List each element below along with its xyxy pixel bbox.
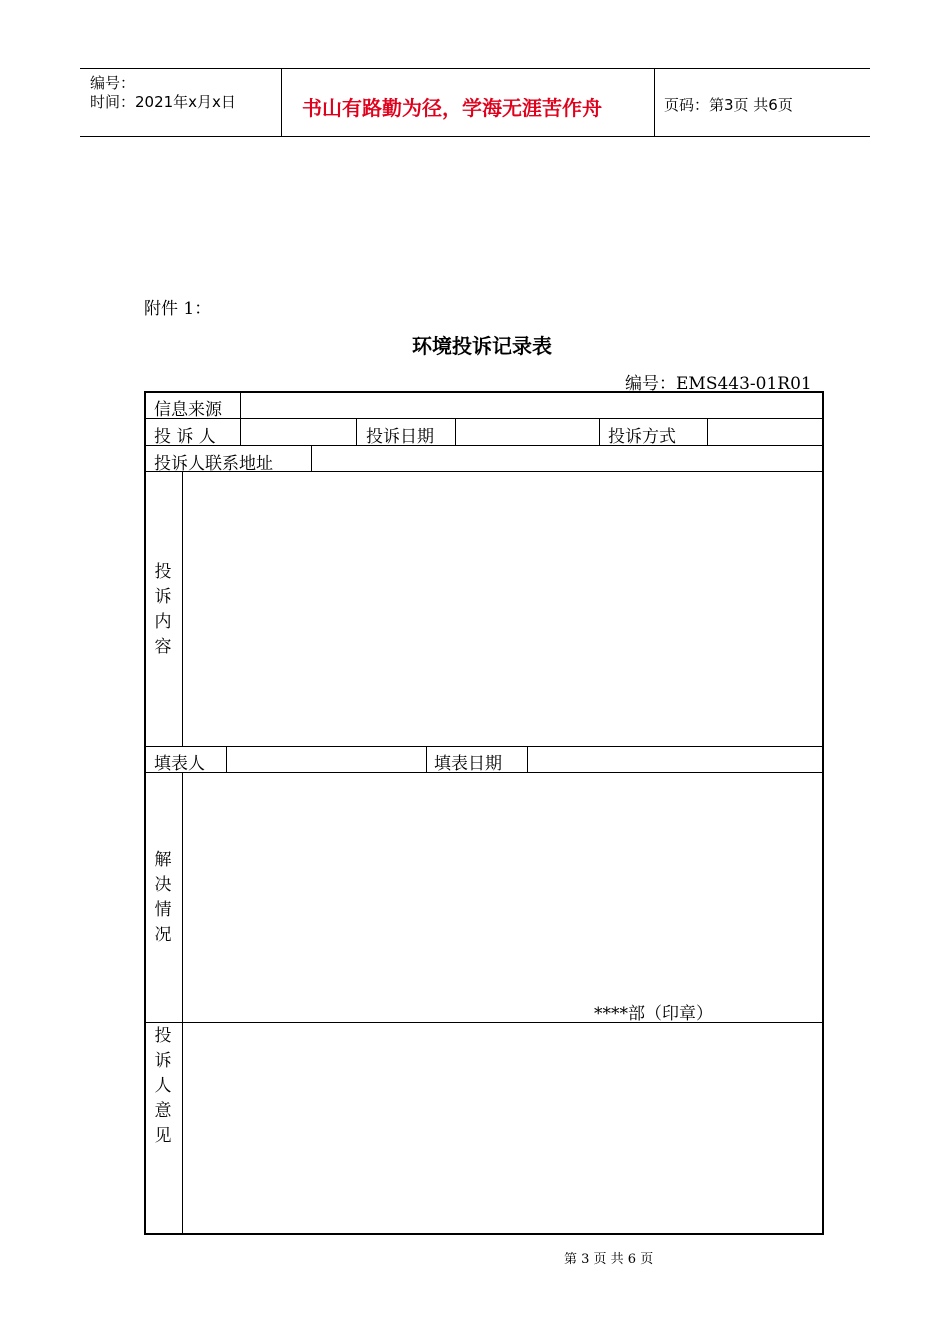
header-page-info: 页码：第3页 共6页 [664, 96, 793, 114]
label-complaint-method: 投诉方式 [608, 427, 676, 447]
header-time-label: 时间：2021年x月x日 [90, 93, 236, 111]
label-info-source: 信息来源 [154, 400, 222, 420]
page-footer: 第 3 页 共 6 页 [564, 1252, 654, 1267]
row-line [144, 1022, 824, 1023]
col-line [182, 1022, 183, 1235]
col-line [240, 391, 241, 445]
header-bottom-rule [80, 136, 870, 137]
header-top-rule [80, 68, 870, 69]
label-fill-date: 填表日期 [434, 754, 502, 774]
seal-label: ****部（印章） [594, 1004, 713, 1024]
header-divider-2 [654, 68, 655, 136]
row-line [144, 746, 824, 747]
col-line [599, 418, 600, 445]
form-title: 环境投诉记录表 [412, 334, 552, 358]
col-line [356, 418, 357, 445]
col-line [182, 772, 183, 1022]
row-line [144, 445, 824, 446]
label-complainant-opinion: 投 诉 人 意 见 [154, 1026, 172, 1146]
label-complainant: 投 诉 人 [154, 427, 216, 447]
label-complaint-content: 投 诉 内 容 [154, 562, 172, 657]
col-line [527, 746, 528, 772]
header-divider-1 [281, 68, 282, 136]
header-motto: 书山有路勤为径，学海无涯苦作舟 [302, 96, 602, 120]
col-line [455, 418, 456, 445]
label-contact-address: 投诉人联系地址 [154, 454, 273, 474]
label-resolution: 解 决 情 况 [154, 850, 172, 945]
attachment-label: 附件 1： [144, 299, 212, 319]
col-line [182, 471, 183, 746]
label-complaint-date: 投诉日期 [366, 427, 434, 447]
col-line [707, 418, 708, 445]
col-line [426, 746, 427, 772]
form-code: 编号：EMS443-01R01 [625, 374, 812, 394]
complaint-form-table [144, 391, 824, 1235]
header-number-label: 编号： [90, 74, 136, 92]
col-line [226, 746, 227, 772]
row-line [144, 418, 824, 419]
col-line [311, 445, 312, 471]
label-filler: 填表人 [154, 754, 205, 774]
